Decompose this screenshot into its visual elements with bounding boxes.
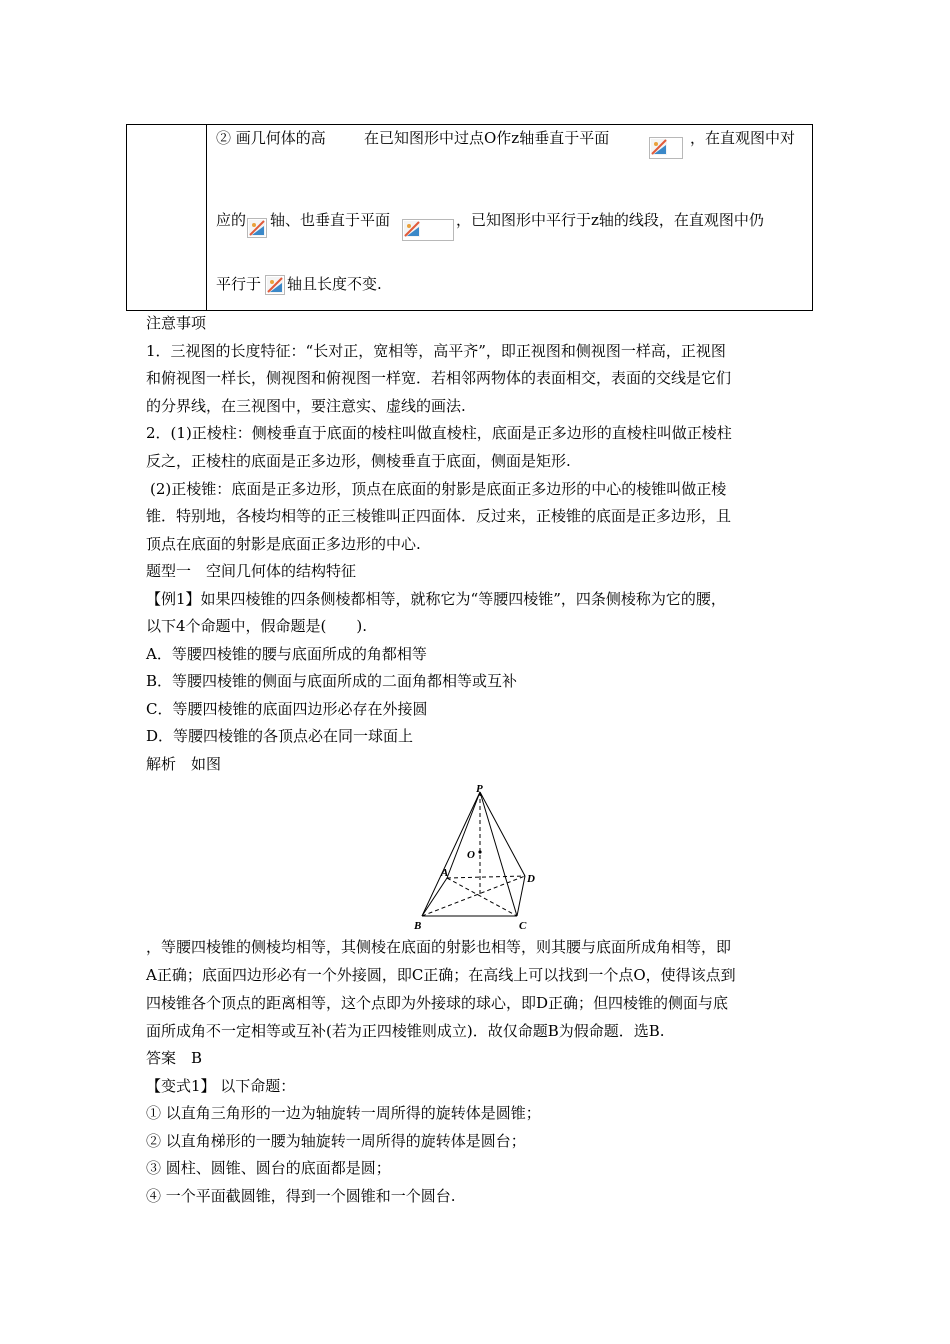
variant1-item-3: ③ 圆柱、圆锥、圆台的底面都是圆； <box>146 1159 391 1177</box>
notes-heading: 注意事项 <box>146 314 207 332</box>
solution-line1: ，等腰四棱锥的侧棱均相等，其侧棱在底面的射影也相等，则其腰与底面所成角相等，即 <box>146 938 732 956</box>
answer-line: 答案 B <box>146 1049 203 1067</box>
label-c: C <box>519 920 527 932</box>
solution-line4: 面所成角不一定相等或互补(若为正四棱锥则成立)．故仅命题B为假命题．选B. <box>146 1022 665 1040</box>
section-title: 题型一 空间几何体的结构特征 <box>146 562 357 580</box>
pyramid-figure <box>400 780 550 935</box>
label-b: B <box>414 920 422 932</box>
example1-option-b: B．等腰四棱锥的侧面与底面所成的二面角都相等或互补 <box>146 672 518 690</box>
table-text-line2a: 应的 <box>216 211 247 229</box>
broken-image-icon <box>402 219 454 241</box>
table-text-line2c: ，已知图形中平行于z轴的线段，在直观图中仍 <box>456 211 764 229</box>
label-p: P <box>476 783 483 795</box>
variant1-item-4: ④ 一个平面截圆锥，得到一个圆锥和一个圆台. <box>146 1187 456 1205</box>
example1-line2: 以下4个命题中，假命题是( ). <box>146 617 368 635</box>
table-row-label: ② 画几何体的高 <box>216 129 326 147</box>
solution-line3: 四棱锥各个顶点的距离相等，这个点即为外接球的球心，即D正确；但四棱锥的侧面与底 <box>146 994 729 1012</box>
variant1-heading: 【变式1】 以下命题： <box>146 1077 296 1095</box>
notes-p2-line1: 2．(1)正棱柱：侧棱垂直于底面的棱柱叫做直棱柱，底面是正多边形的直棱柱叫做正棱柱 <box>146 424 732 442</box>
table-text-line1b: ，在直观图中对 <box>690 129 796 147</box>
example1-option-c: C．等腰四棱锥的底面四边形必存在外接圆 <box>146 700 428 718</box>
table-text-line3b: 轴且长度不变. <box>287 275 382 293</box>
solution-line2: A正确；底面四边形必有一个外接圆，即C正确；在高线上可以找到一个点O，使得该点到 <box>146 966 736 984</box>
broken-image-icon <box>649 137 683 159</box>
label-a: A <box>441 867 449 879</box>
analysis-heading: 解析 如图 <box>146 755 222 773</box>
notes-p1-line3: 的分界线，在三视图中，要注意实、虚线的画法. <box>146 397 466 415</box>
broken-image-icon <box>247 218 267 238</box>
table-text-line3a: 平行于 <box>216 275 262 293</box>
broken-image-icon <box>265 275 285 295</box>
label-d: D <box>527 873 535 885</box>
notes-p2-line2: 反之，正棱柱的底面是正多边形，侧棱垂直于底面，侧面是矩形. <box>146 452 571 470</box>
table-text-line1a: 在已知图形中过点O作z轴垂直于平面 <box>364 129 610 147</box>
table-text-line2b: 轴、也垂直于平面 <box>270 211 391 229</box>
variant1-item-2: ② 以直角梯形的一腰为轴旋转一周所得的旋转体是圆台； <box>146 1132 526 1150</box>
notes-p3-line2: 锥．特别地，各棱均相等的正三棱锥叫正四面体．反过来，正棱锥的底面是正多边形，且 <box>146 507 732 525</box>
notes-p1-line2: 和俯视图一样长，侧视图和俯视图一样宽．若相邻两物体的表面相交，表面的交线是它们 <box>146 369 732 387</box>
table-column-divider <box>206 124 207 311</box>
example1-option-d: D．等腰四棱锥的各顶点必在同一球面上 <box>146 727 414 745</box>
notes-p3-line1: (2)正棱锥：底面是正多边形，顶点在底面的射影是底面正多边形的中心的棱锥叫做正棱 <box>150 480 727 498</box>
example1-option-a: A．等腰四棱锥的腰与底面所成的角都相等 <box>146 645 427 663</box>
notes-p3-line3: 顶点在底面的射影是底面正多边形的中心. <box>146 535 421 553</box>
variant1-item-1: ① 以直角三角形的一边为轴旋转一周所得的旋转体是圆锥； <box>146 1104 541 1122</box>
example1-line1: 【例1】如果四棱锥的四条侧棱都相等，就称它为“等腰四棱锥”，四条侧棱称为它的腰， <box>146 590 726 608</box>
notes-p1-line1: 1．三视图的长度特征：“长对正，宽相等，高平齐”，即正视图和侧视图一样高，正视图 <box>146 342 726 360</box>
label-o: O <box>467 849 475 861</box>
